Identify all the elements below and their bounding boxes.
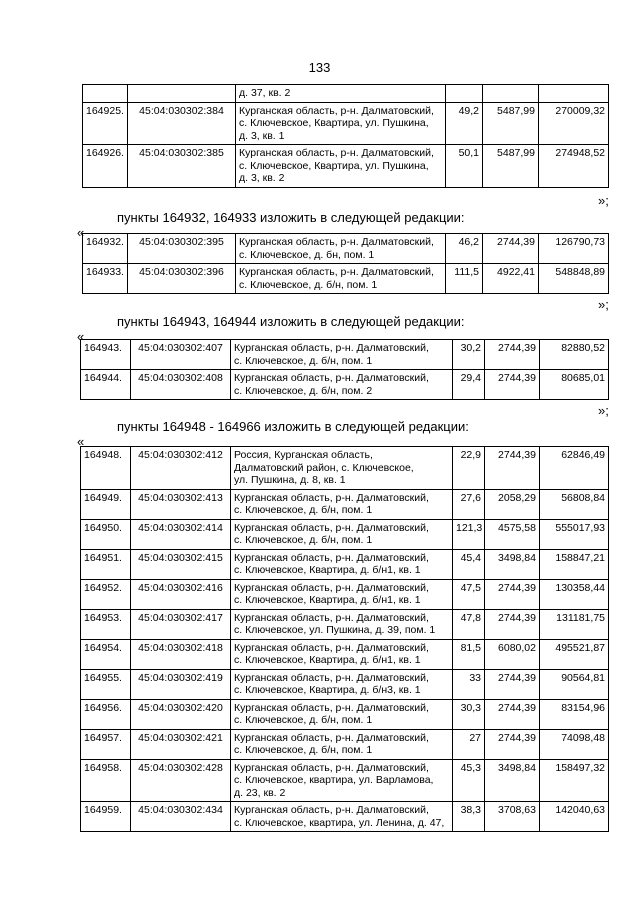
address-cell [231, 802, 453, 832]
address-cell [231, 609, 453, 639]
item-number-cell: 164951. [81, 549, 131, 579]
specific-value-cell: 6080,02 [485, 639, 540, 669]
specific-value-cell [483, 85, 539, 103]
cadastral-number-cell: 45:04:030302:416 [131, 579, 231, 609]
cadastral-value-cell: 495521,87 [540, 639, 609, 669]
area-cell: 30,3 [453, 699, 485, 729]
item-number-cell: 164954. [81, 639, 131, 669]
area-cell: 47,5 [453, 579, 485, 609]
area-cell: 29,4 [453, 370, 485, 400]
item-number-cell: 164944. [81, 370, 131, 400]
cadastral-value-cell: 56808,84 [540, 489, 609, 519]
table-row [81, 609, 609, 639]
table-row [81, 340, 609, 370]
table-row [83, 85, 609, 103]
address-line: д. 23, кв. 2 [234, 786, 286, 799]
specific-value-cell: 2744,39 [483, 234, 539, 264]
table-row [83, 264, 609, 294]
item-number-cell: 164943. [81, 340, 131, 370]
cadastral-number-cell: 45:04:030302:407 [131, 340, 231, 370]
specific-value-cell: 4922,41 [483, 264, 539, 294]
item-number-cell [83, 85, 128, 103]
address-line: с. Ключевское, Квартира, д. б/н1, кв. 1 [234, 564, 421, 576]
area-cell: 27 [453, 729, 485, 759]
item-number-cell: 164955. [81, 669, 131, 699]
cadastral-value-cell: 270009,32 [539, 102, 609, 145]
specific-value-cell: 2744,39 [485, 579, 540, 609]
opening-quote: « [77, 434, 85, 449]
closing-quote: »; [598, 193, 609, 208]
area-cell [446, 85, 483, 103]
specific-value-cell: 3708,63 [485, 802, 540, 832]
table-row [81, 729, 609, 759]
address-cell [231, 639, 453, 669]
specific-value-cell: 2744,39 [485, 609, 540, 639]
address-line: д. 3, кв. 2 [239, 172, 285, 184]
cadastral-number-cell: 45:04:030302:417 [131, 609, 231, 639]
cadastral-value-cell: 80685,01 [540, 370, 609, 400]
cadastral-number-cell: 45:04:030302:415 [131, 549, 231, 579]
cadastral-value-cell: 555017,93 [540, 519, 609, 549]
address-line: Курганская область, р-н. Далматовский, [239, 236, 434, 248]
cadastral-number-cell: 45:04:030302:385 [128, 145, 236, 188]
area-cell: 45,4 [453, 549, 485, 579]
cadastral-value-cell: 62846,49 [540, 447, 609, 490]
area-cell: 49,2 [446, 102, 483, 145]
address-line: с. Ключевское, д. б/н, пом. 1 [234, 534, 373, 546]
area-cell: 47,8 [453, 609, 485, 639]
address-line: д. 3, кв. 1 [239, 129, 285, 142]
address-cell [231, 699, 453, 729]
cadastral-table-3 [80, 339, 609, 400]
area-cell: 22,9 [453, 447, 485, 490]
address-line: Курганская область, р-н. Далматовский, [234, 372, 429, 384]
address-cell [236, 85, 446, 103]
area-cell: 27,6 [453, 489, 485, 519]
address-cell [236, 145, 446, 188]
cadastral-number-cell: 45:04:030302:395 [128, 234, 236, 264]
area-cell: 121,3 [453, 519, 485, 549]
address-cell [231, 340, 453, 370]
specific-value-cell: 2744,39 [485, 370, 540, 400]
address-line: с. Ключевское, квартира, ул. Варламова, [234, 774, 434, 786]
specific-value-cell: 2058,29 [485, 489, 540, 519]
cadastral-number-cell: 45:04:030302:420 [131, 699, 231, 729]
item-number-cell: 164958. [81, 759, 131, 802]
address-line: с. Ключевское, д. б/н, пом. 1 [239, 278, 378, 291]
item-number-cell: 164953. [81, 609, 131, 639]
address-line: Далматовский район, с. Ключевское, [234, 461, 414, 474]
address-line: Курганская область, р-н. Далматовский, [234, 611, 429, 624]
address-cell [231, 447, 453, 490]
specific-value-cell: 3498,84 [485, 549, 540, 579]
table-row [81, 669, 609, 699]
section-heading: пункты 164943, 164944 изложить в следующей редакции: [117, 314, 465, 329]
table-row [81, 519, 609, 549]
address-cell [236, 264, 446, 294]
item-number-cell: 164948. [81, 447, 131, 490]
cadastral-number-cell: 45:04:030302:419 [131, 669, 231, 699]
address-line: Курганская область, р-н. Далматовский, [234, 671, 429, 684]
specific-value-cell: 2744,39 [485, 699, 540, 729]
address-cell [231, 729, 453, 759]
cadastral-number-cell: 45:04:030302:412 [131, 447, 231, 490]
address-line: с. Ключевское, Квартира, ул. Пушкина, [239, 117, 429, 129]
item-number-cell: 164952. [81, 579, 131, 609]
table-row [81, 447, 609, 490]
address-line: Курганская область, р-н. Далматовский, [234, 701, 429, 714]
cadastral-number-cell: 45:04:030302:384 [128, 102, 236, 145]
cadastral-value-cell: 90564,81 [540, 669, 609, 699]
address-line: Курганская область, р-н. Далматовский, [234, 761, 429, 774]
table-row [83, 234, 609, 264]
area-cell: 50,1 [446, 145, 483, 188]
address-line: с. Ключевское, д. бн, пом. 1 [239, 248, 375, 261]
address-line: Курганская область, р-н. Далматовский, [234, 581, 429, 594]
area-cell: 81,5 [453, 639, 485, 669]
address-line: с. Ключевское, д. б/н, пом. 2 [234, 384, 373, 397]
specific-value-cell: 2744,39 [485, 669, 540, 699]
cadastral-value-cell: 83154,96 [540, 699, 609, 729]
table-row [81, 579, 609, 609]
item-number-cell: 164925. [83, 102, 128, 145]
address-cell [231, 549, 453, 579]
address-line: с. Ключевское, квартира, ул. Ленина, д. 47, [234, 816, 445, 829]
area-cell: 38,3 [453, 802, 485, 832]
cadastral-number-cell: 45:04:030302:434 [131, 802, 231, 832]
specific-value-cell: 2744,39 [485, 729, 540, 759]
specific-value-cell: 4575,58 [485, 519, 540, 549]
address-line: с. Ключевское, д. б/н, пом. 1 [234, 744, 373, 756]
address-line: Россия, Курганская область, [234, 449, 373, 461]
cadastral-value-cell: 131181,75 [540, 609, 609, 639]
cadastral-number-cell: 45:04:030302:421 [131, 729, 231, 759]
cadastral-value-cell: 126790,73 [539, 234, 609, 264]
address-cell [231, 519, 453, 549]
item-number-cell: 164949. [81, 489, 131, 519]
address-line: Курганская область, р-н. Далматовский, [239, 266, 434, 278]
address-line: с. Ключевское, Квартира, ул. Пушкина, [239, 159, 429, 172]
address-line: с. Ключевское, Квартира, д. б/н1, кв. 1 [234, 654, 421, 666]
area-cell: 111,5 [446, 264, 483, 294]
section-heading: пункты 164948 - 164966 изложить в следующей редакции: [117, 419, 469, 434]
item-number-cell: 164957. [81, 729, 131, 759]
address-line: ул. Пушкина, д. 8, кв. 1 [234, 474, 346, 486]
table-row [81, 802, 609, 832]
table-row [81, 759, 609, 802]
specific-value-cell: 2744,39 [485, 447, 540, 490]
table-row [83, 145, 609, 188]
address-line: Курганская область, р-н. Далматовский, [234, 521, 429, 534]
cadastral-value-cell: 274948,52 [539, 145, 609, 188]
opening-quote: « [77, 225, 85, 240]
closing-quote: »; [598, 297, 609, 312]
cadastral-number-cell: 45:04:030302:428 [131, 759, 231, 802]
cadastral-value-cell: 74098,48 [540, 729, 609, 759]
address-line: Курганская область, р-н. Далматовский, [234, 804, 429, 816]
cadastral-number-cell: 45:04:030302:408 [131, 370, 231, 400]
table-row [81, 489, 609, 519]
address-line: Курганская область, р-н. Далматовский, [234, 641, 429, 654]
item-number-cell: 164926. [83, 145, 128, 188]
cadastral-table-4 [80, 446, 609, 832]
cadastral-value-cell: 548848,89 [539, 264, 609, 294]
address-line: Курганская область, р-н. Далматовский, [234, 491, 429, 504]
table-row [81, 639, 609, 669]
item-number-cell: 164950. [81, 519, 131, 549]
table-row [83, 102, 609, 145]
item-number-cell: 164932. [83, 234, 128, 264]
address-line: с. Ключевское, Квартира, д. б/н1, кв. 1 [234, 594, 421, 606]
address-line: с. Ключевское, ул. Пушкина, д. 39, пом. 1 [234, 624, 436, 636]
page-number: 133 [308, 60, 331, 75]
section-heading: пункты 164932, 164933 изложить в следующей редакции: [117, 210, 465, 225]
area-cell: 30,2 [453, 340, 485, 370]
table-row [81, 549, 609, 579]
address-line: Курганская область, р-н. Далматовский, [234, 731, 429, 744]
address-line: Курганская область, р-н. Далматовский, [239, 147, 434, 159]
specific-value-cell: 3498,84 [485, 759, 540, 802]
address-cell [231, 759, 453, 802]
address-cell [236, 234, 446, 264]
opening-quote: « [77, 329, 85, 344]
cadastral-value-cell [539, 85, 609, 103]
address-line: с. Ключевское, д. б/н, пом. 1 [234, 354, 373, 367]
address-line: д. 37, кв. 2 [239, 87, 291, 99]
cadastral-number-cell: 45:04:030302:418 [131, 639, 231, 669]
table-row [81, 370, 609, 400]
specific-value-cell: 2744,39 [485, 340, 540, 370]
address-line: Курганская область, р-н. Далматовский, [239, 104, 434, 117]
item-number-cell: 164956. [81, 699, 131, 729]
address-line: Курганская область, р-н. Далматовский, [234, 342, 429, 354]
area-cell: 33 [453, 669, 485, 699]
cadastral-value-cell: 158497,32 [540, 759, 609, 802]
cadastral-number-cell: 45:04:030302:396 [128, 264, 236, 294]
cadastral-number-cell [128, 85, 236, 103]
address-cell [231, 370, 453, 400]
address-line: с. Ключевское, д. б/н, пом. 1 [234, 504, 373, 516]
area-cell: 46,2 [446, 234, 483, 264]
cadastral-number-cell: 45:04:030302:413 [131, 489, 231, 519]
address-cell [236, 102, 446, 145]
specific-value-cell: 5487,99 [483, 102, 539, 145]
cadastral-value-cell: 130358,44 [540, 579, 609, 609]
cadastral-value-cell: 82880,52 [540, 340, 609, 370]
cadastral-table-1 [82, 84, 609, 188]
cadastral-value-cell: 142040,63 [540, 802, 609, 832]
cadastral-number-cell: 45:04:030302:414 [131, 519, 231, 549]
address-line: с. Ключевское, Квартира, д. б/н3, кв. 1 [234, 684, 421, 696]
specific-value-cell: 5487,99 [483, 145, 539, 188]
address-line: Курганская область, р-н. Далматовский, [234, 551, 429, 564]
area-cell: 45,3 [453, 759, 485, 802]
item-number-cell: 164959. [81, 802, 131, 832]
address-cell [231, 489, 453, 519]
address-cell [231, 669, 453, 699]
address-cell [231, 579, 453, 609]
table-row [81, 699, 609, 729]
cadastral-table-2 [82, 233, 609, 294]
item-number-cell: 164933. [83, 264, 128, 294]
cadastral-value-cell: 158847,21 [540, 549, 609, 579]
closing-quote: »; [598, 403, 609, 418]
address-line: с. Ключевское, д. б/н, пом. 1 [234, 714, 373, 726]
